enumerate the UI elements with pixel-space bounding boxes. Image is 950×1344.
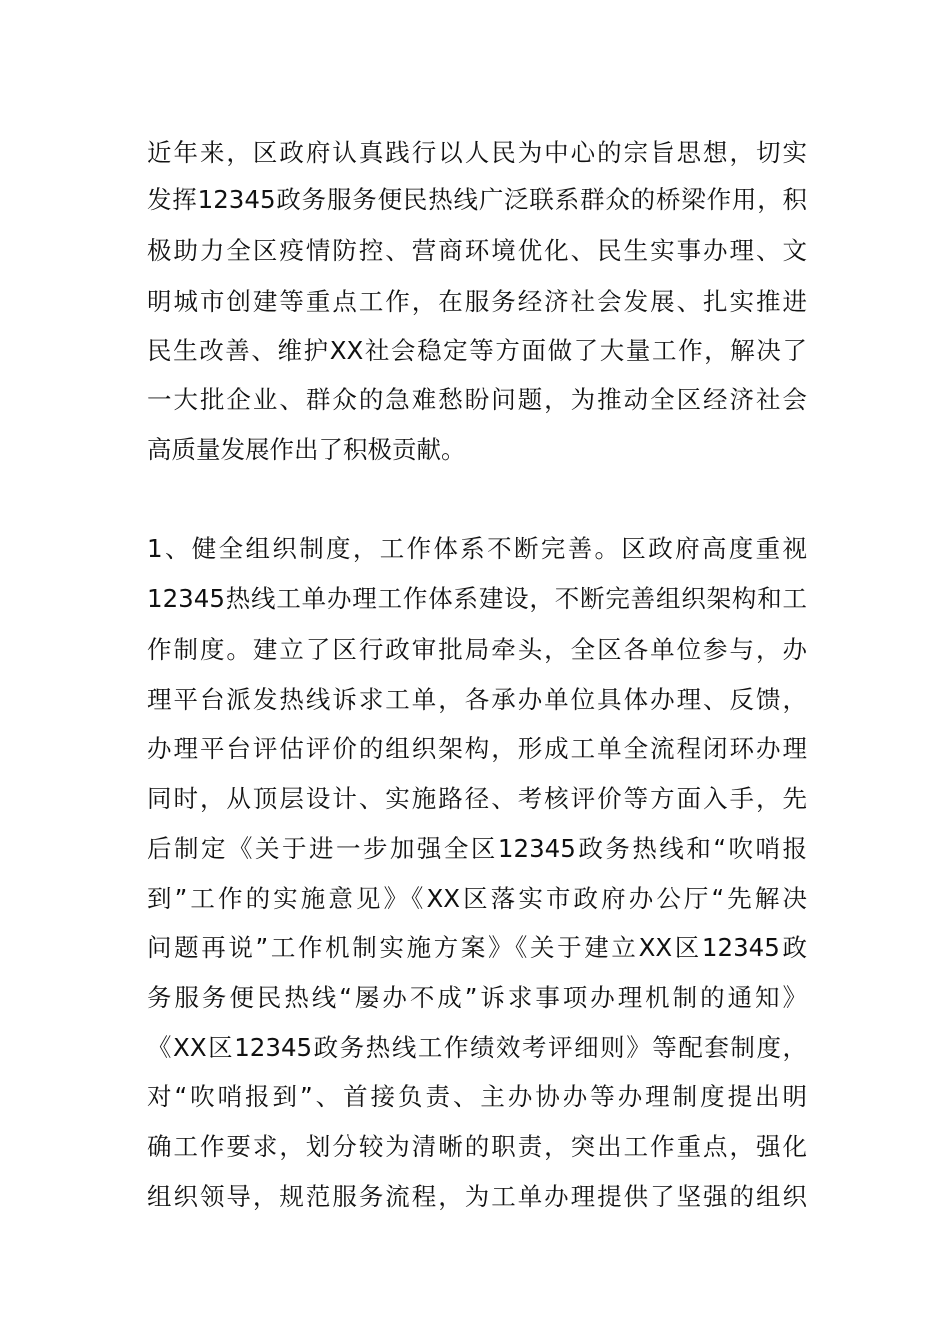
text-line: 到”工作的实施意见》《XX区落实市政府办公厅“先解决	[147, 884, 807, 913]
text-line: 务服务便民热线“屡办不成”诉求事项办理机制的通知》	[147, 983, 807, 1012]
text-line: 对“吹哨报到”、首接负责、主办协办等办理制度提出明	[147, 1082, 807, 1111]
text-line: 1、健全组织制度，工作体系不断完善。区政府高度重视	[147, 534, 807, 563]
text-line: 极助力全区疫情防控、营商环境优化、民生实事办理、文	[147, 236, 807, 265]
text-line: 组织领导，规范服务流程，为工单办理提供了坚强的组织	[147, 1182, 807, 1211]
text-line: 确工作要求，划分较为清晰的职责，突出工作重点，强化	[147, 1132, 807, 1161]
text-line: 后制定《关于进一步加强全区12345政务热线和“吹哨报	[147, 834, 807, 863]
text-line: 办理平台评估评价的组织架构，形成工单全流程闭环办理	[147, 734, 807, 763]
text-line: 问题再说”工作机制实施方案》《关于建立XX区12345政	[147, 933, 807, 962]
text-line: 理平台派发热线诉求工单，各承办单位具体办理、反馈，	[147, 685, 807, 714]
text-line: 近年来，区政府认真践行以人民为中心的宗旨思想，切实	[147, 138, 807, 167]
text-line: 发挥12345政务服务便民热线广泛联系群众的桥梁作用，积	[147, 185, 807, 214]
text-line: 民生改善、维护XX社会稳定等方面做了大量工作，解决了	[147, 336, 807, 365]
text-line: 高质量发展作出了积极贡献。	[147, 435, 466, 464]
text-line: 明城市创建等重点工作，在服务经济社会发展、扎实推进	[147, 287, 807, 316]
text-line: 《XX区12345政务热线工作绩效考评细则》等配套制度，	[147, 1033, 807, 1062]
text-line: 一大批企业、群众的急难愁盼问题，为推动全区经济社会	[147, 385, 807, 414]
text-line: 作制度。建立了区行政审批局牵头，全区各单位参与，办	[147, 635, 807, 664]
text-line: 12345热线工单办理工作体系建设，不断完善组织架构和工	[147, 584, 807, 613]
text-line: 同时，从顶层设计、实施路径、考核评价等方面入手，先	[147, 784, 807, 813]
